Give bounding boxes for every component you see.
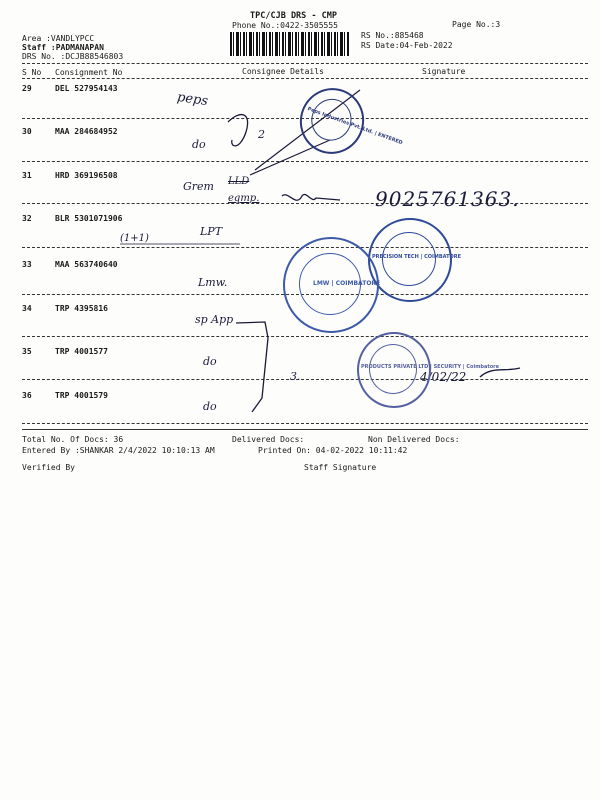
row-consignment: TRP 4001579 [55, 391, 108, 400]
area-label: Area :VANDLYPCC [22, 34, 95, 43]
handwriting-struck: LLD [228, 176, 250, 187]
row-sno: 34 [22, 304, 32, 313]
row-consignment: TRP 4001577 [55, 347, 108, 356]
total-docs: Total No. Of Docs: 36 [22, 435, 124, 444]
row-sno: 36 [22, 391, 32, 400]
non-delivered-docs: Non Delivered Docs: [368, 435, 460, 444]
page-number: Page No.:3 [452, 20, 501, 29]
handwriting-do: do [203, 400, 217, 413]
verified-by: Verified By [22, 463, 75, 472]
row-consignment: MAA 284684952 [55, 127, 118, 136]
row-consignment: MAA 563740640 [55, 260, 118, 269]
handwriting-three: 3. [290, 370, 301, 383]
handwriting-sp-app: sp App [195, 313, 234, 326]
handwriting-two: 2 [258, 128, 265, 141]
rs-number: RS No.:885468 [361, 31, 424, 40]
staff-label: Staff :PADMANAPAN [22, 43, 104, 52]
document-title: TPC/CJB DRS - CMP [250, 11, 337, 21]
row-sno: 33 [22, 260, 32, 269]
entered-by: Entered By :SHANKAR 2/4/2022 10:10:13 AM [22, 446, 215, 455]
lmw-stamp-text: LMW | COIMBATORE [313, 280, 381, 287]
row-sno: 35 [22, 347, 32, 356]
row-sno: 30 [22, 127, 32, 136]
rs-date: RS Date:04-Feb-2022 [361, 41, 453, 50]
row-consignment: DEL 527954143 [55, 84, 118, 93]
handwriting-lmw: Lmw. [198, 276, 228, 289]
column-sno: S No [22, 68, 42, 77]
column-signature: Signature [422, 67, 466, 76]
phone-number: Phone No.:0422-3505555 [232, 21, 338, 30]
handwriting-do: do [192, 138, 206, 151]
precision-stamp [368, 218, 462, 302]
handwriting-peps: peps [176, 89, 209, 110]
lmw-stamp [283, 237, 379, 333]
handwriting-date: 4/02/22 [420, 370, 467, 384]
security-stamp-text: PRODUCTS PRIVATE LTD | SECURITY | Coimbatore [361, 364, 500, 370]
row-sno: 29 [22, 84, 32, 93]
staff-signature: Staff Signature [304, 463, 377, 472]
printed-on: Printed On: 04-02-2022 10:11:42 [258, 446, 408, 455]
handwriting-phone: 9025761363. [375, 187, 520, 211]
row-sno: 32 [22, 214, 32, 223]
column-consignee: Consignee Details [242, 67, 324, 76]
handwriting-eqmp: eqmp. [228, 193, 260, 204]
column-consignment: Consignment No [55, 68, 123, 77]
peps-stamp-text: Peps Industries Pvt. Ltd. | ENTERED [306, 106, 404, 147]
delivered-docs: Delivered Docs: [232, 435, 305, 444]
handwriting-do: do [203, 355, 217, 368]
row-consignment: BLR 5301071906 [55, 214, 123, 223]
handwriting-one-plus-one: (1+1) [120, 233, 149, 244]
row-consignment: HRD 369196508 [55, 171, 118, 180]
handwriting-lpt: LPT [200, 225, 223, 238]
row-sno: 31 [22, 171, 32, 180]
drs-number: DRS No. :DCJB88546803 [22, 52, 124, 61]
handwriting-grem: Grem [183, 180, 214, 193]
row-consignment: TRP 4395816 [55, 304, 108, 313]
precision-stamp-text: PRECISION TECH | COIMBATORE [372, 254, 462, 260]
